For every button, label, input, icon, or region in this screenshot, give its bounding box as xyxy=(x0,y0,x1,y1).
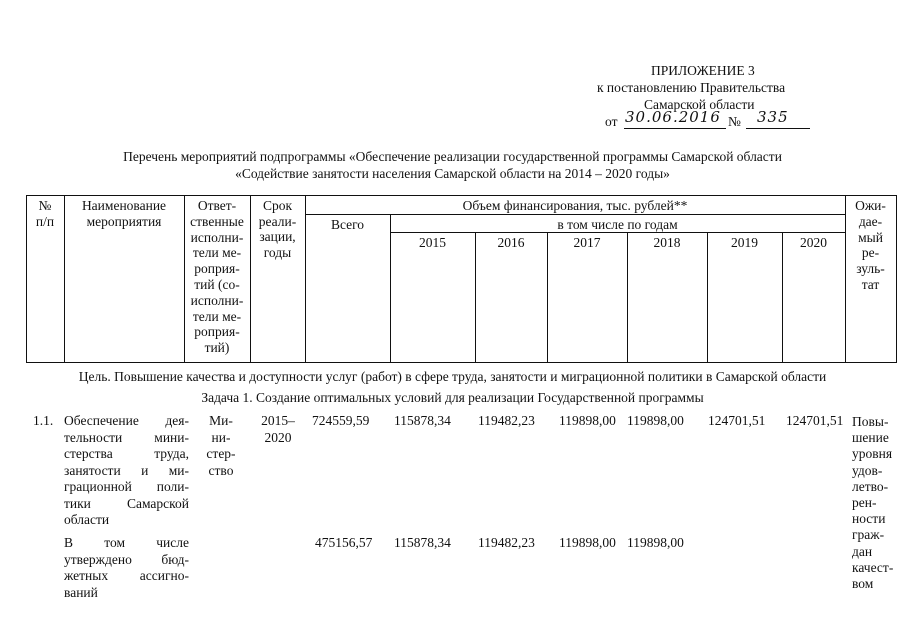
row-2-2017: 119898,00 xyxy=(559,535,616,550)
row-1-2017: 119898,00 xyxy=(559,413,616,428)
row-1-2018: 119898,00 xyxy=(627,413,684,428)
header-executors: Ответ- ственные исполни- тели ме- роприя- тий (со- исполни- тели ме- роприя- тий) xyxy=(190,198,244,356)
header-year-2019: 2019 xyxy=(731,235,758,250)
row-2-name: В том числе утверждено бюд- жетных ассигно- ваний xyxy=(64,535,189,600)
appendix-title: ПРИЛОЖЕНИЕ 3 xyxy=(651,63,755,78)
task-line: Задача 1. Создание оптимальных условий для реализации Государственной программы xyxy=(201,390,704,405)
table-header-bottom-border xyxy=(26,362,896,363)
row-1-num: 1.1. xyxy=(33,413,54,428)
row-1-2015: 115878,34 xyxy=(394,413,451,428)
row-1-term: 2015– 2020 xyxy=(261,413,295,445)
row-1-2016: 119482,23 xyxy=(478,413,535,428)
header-funding: Объем финансирования, тыс. рублей** xyxy=(462,198,688,213)
grid-line xyxy=(782,232,783,363)
header-num: № п/п xyxy=(35,198,55,229)
doc-title-line1: Перечень мероприятий подпрограммы «Обеспечение реализации государственной программы Самарской области xyxy=(123,149,782,164)
grid-line xyxy=(707,232,708,363)
handwritten-number: 335 xyxy=(757,108,789,126)
grid-line xyxy=(627,232,628,363)
number-underline xyxy=(746,128,810,129)
goal-line: Цель. Повышение качества и доступности услуг (работ) в сфере труда, занятости и миграционной политики в Самарской области xyxy=(78,369,827,384)
funding-subheader-line xyxy=(305,214,845,215)
header-year-2015: 2015 xyxy=(419,235,446,250)
header-year-2016: 2016 xyxy=(497,235,525,250)
grid-line xyxy=(547,232,548,363)
expected-result: Повы- шение уровня удов- летво- рен- ности граж- дан качест- вом xyxy=(852,414,894,592)
row-2-2016: 119482,23 xyxy=(478,535,535,550)
doc-title-line2: «Содействие занятости населения Самарской области на 2014 – 2020 годы» xyxy=(235,166,670,181)
row-1-total: 724559,59 xyxy=(312,413,370,428)
row-1-2019: 124701,51 xyxy=(708,413,766,428)
header-year-2017: 2017 xyxy=(573,235,601,250)
handwritten-date: 30.06.2016 xyxy=(625,108,721,126)
grid-line xyxy=(896,195,897,363)
number-label: № xyxy=(728,114,741,129)
header-year-2020: 2020 xyxy=(800,235,827,250)
header-by-years: в том числе по годам xyxy=(557,217,678,232)
header-term: Срок реали- зации, годы xyxy=(258,198,297,260)
row-2-total: 475156,57 xyxy=(315,535,373,550)
appendix-line1: к постановлению Правительства xyxy=(597,80,786,95)
header-total: Всего xyxy=(330,217,365,232)
date-underline xyxy=(624,128,726,129)
from-label: от xyxy=(605,114,618,129)
header-name: Наименование мероприятия xyxy=(81,198,167,229)
row-1-name: Обеспечение дея- тельности мини- стерства труда, занятости и ми- грационной поли- тики Самарской области xyxy=(64,413,189,527)
grid-line xyxy=(475,232,476,363)
table-top-border xyxy=(26,195,896,196)
row-1-2020: 124701,51 xyxy=(786,413,844,428)
header-result: Ожи- дае- мый ре- зуль- тат xyxy=(855,198,886,292)
row-2-2018: 119898,00 xyxy=(627,535,684,550)
header-year-2018: 2018 xyxy=(653,235,681,250)
appendix-line2: Самарской области xyxy=(644,97,755,112)
row-1-executor: Ми- ни- стер- ство xyxy=(206,413,236,478)
row-2-2015: 115878,34 xyxy=(394,535,451,550)
